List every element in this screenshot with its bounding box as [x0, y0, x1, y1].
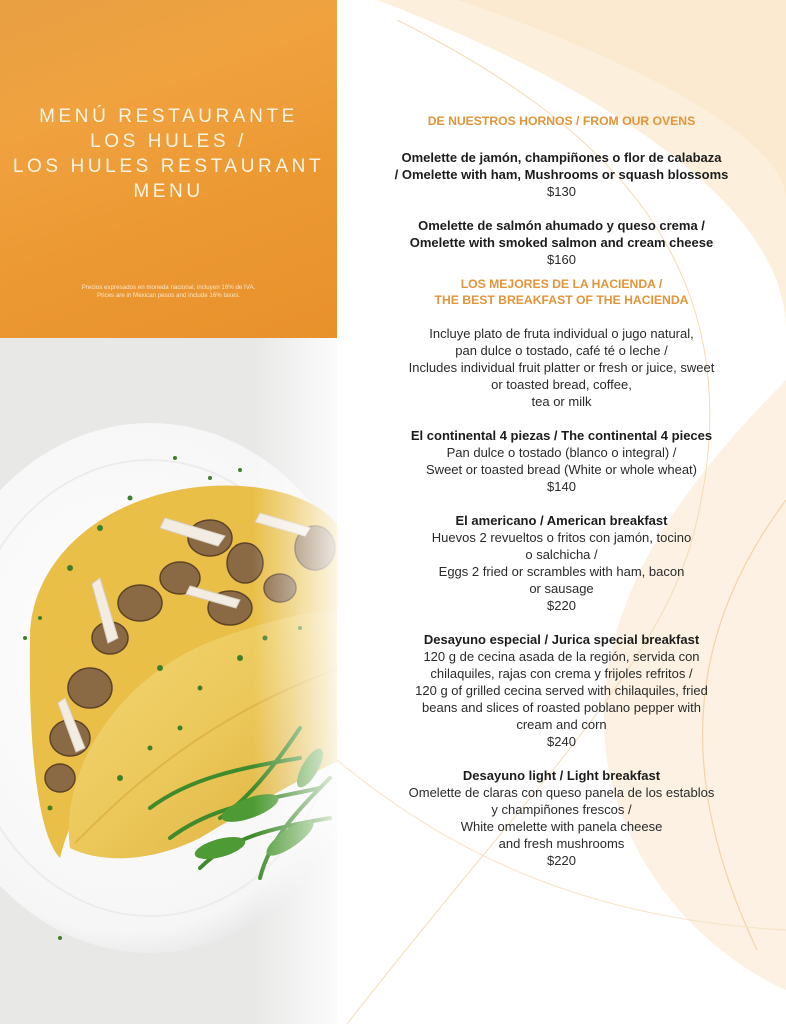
item-name: Omelette de salmón ahumado y queso crema /	[418, 218, 705, 233]
page-title	[0, 104, 337, 204]
section-title-line: DE NUESTROS HORNOS / FROM OUR OVENS	[427, 114, 696, 128]
item-desc: cream and corn	[516, 717, 607, 732]
menu-item	[337, 427, 786, 495]
item-desc: 120 g of grilled cecina served with chilaquiles, fried	[415, 683, 708, 698]
item-price: $160	[547, 252, 576, 267]
section-title-line: LOS MEJORES DE LA HACIENDA /	[460, 277, 663, 291]
item-desc: White omelette with panela cheese	[460, 819, 663, 834]
item-price: $130	[547, 184, 576, 199]
section-title	[337, 113, 786, 129]
item-desc: y champiñones frescos /	[491, 802, 632, 817]
item-desc: or sausage	[529, 581, 594, 596]
item-desc: Sweet or toasted bread (White or whole wheat)	[426, 462, 697, 477]
item-desc: Omelette de claras con queso panela de los establos	[408, 785, 715, 800]
item-desc: Incluye plato de fruta individual o jugo natural,	[429, 326, 694, 341]
item-desc: chilaquiles, rajas con crema y frijoles refritos /	[430, 666, 693, 681]
header-panel	[0, 0, 337, 338]
title-line: MENÚ RESTAURANTE	[39, 106, 298, 127]
item-name: Desayuno light / Light breakfast	[462, 768, 661, 783]
item-name: Desayuno especial / Jurica special breakfast	[423, 632, 700, 647]
title-line: LOS HULES /	[90, 131, 247, 152]
item-name: Omelette de jamón, champiñones o flor de calabaza	[401, 150, 722, 165]
item-price: $220	[547, 598, 576, 613]
item-name: El continental 4 piezas / The continental 4 pieces	[410, 428, 713, 443]
item-desc: or toasted bread, coffee,	[491, 377, 632, 392]
item-price: $140	[547, 479, 576, 494]
note-line: Prices are in Mexican pesos and include 16% taxes.	[96, 292, 241, 299]
item-desc: 120 g de cecina asada de la región, servida con	[423, 649, 700, 664]
menu-item	[337, 149, 786, 200]
item-name: / Omelette with ham, Mushrooms or squash blossoms	[394, 167, 729, 182]
menu-item	[337, 631, 786, 750]
item-desc: Pan dulce o tostado (blanco o integral) /	[446, 445, 677, 460]
menu-panel	[337, 0, 786, 1024]
title-line: LOS HULES RESTAURANT	[12, 156, 325, 177]
item-desc: Eggs 2 fried or scrambles with ham, bacon	[438, 564, 685, 579]
menu-item	[337, 217, 786, 268]
item-desc: pan dulce o tostado, café té o leche /	[455, 343, 668, 358]
menu-item	[337, 512, 786, 614]
item-desc: Huevos 2 revueltos o fritos con jamón, tocino	[431, 530, 692, 545]
price-note	[0, 284, 337, 300]
note-line: Precios expresados en moneda nacional, incluyen 16% de IVA.	[81, 284, 256, 291]
title-line: MENU	[133, 181, 204, 202]
item-name: El americano / American breakfast	[455, 513, 668, 528]
item-desc: and fresh mushrooms	[498, 836, 625, 851]
item-name: Omelette with smoked salmon and cream cheese	[409, 235, 714, 250]
omelette-image	[0, 338, 337, 1024]
section-title-line: THE BEST BREAKFAST OF THE HACIENDA	[434, 293, 689, 307]
food-photo	[0, 338, 337, 1024]
item-desc: Includes individual fruit platter or fresh or juice, sweet	[408, 360, 715, 375]
menu-item	[337, 767, 786, 869]
menu-content	[337, 113, 786, 869]
section-title	[337, 276, 786, 308]
item-desc: o salchicha /	[525, 547, 598, 562]
item-desc: tea or milk	[531, 394, 592, 409]
menu-item	[337, 325, 786, 410]
item-price: $240	[547, 734, 576, 749]
item-desc: beans and slices of roasted poblano pepper with	[422, 700, 701, 715]
item-price: $220	[547, 853, 576, 868]
